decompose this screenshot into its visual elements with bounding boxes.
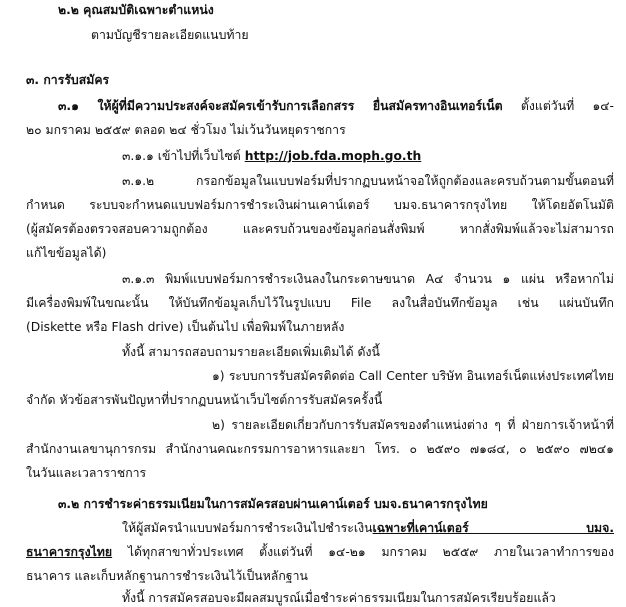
section-3-1-line2: ๒๐ มกราคม ๒๕๕๙ ตลอด ๒๔ ชั่วโมง ไม่เว้นวันหยุดราชการ — [26, 123, 346, 137]
section-3-2-line-2: ธนาคารกรุงไทย ได้ทุกสาขาทั่วประเทศ ตั้งแต่วันที่ ๑๔-๒๑ มกราคม ๒๕๕๙ ภายในเวลาทำการของ — [26, 545, 614, 559]
section-3-1-lead-rest: ตั้งแต่วันที่ ๑๔- — [502, 99, 614, 113]
contact-2-line-1: ๒) รายละเอียดเกี่ยวกับการรับสมัครของตำแหน่งต่าง ๆ ที่ ฝ่ายการเจ้าหน้าที่ — [212, 418, 614, 432]
section-3-heading: ๓. การรับสมัคร — [26, 73, 110, 87]
item-3-1-2-line-2: กำหนด ระบบจะกำหนดแบบฟอร์มการชำระเงินผ่านเคาน์เตอร์ บมจ.ธนาคารกรุงไทย ให้โดยอัตโนมัติ — [26, 198, 614, 212]
contact-2-line-3: ในวันและเวลาราชการ — [26, 466, 147, 480]
contact-1-line-2: จำกัด หัวข้อสารพันปัญหาที่ปรากฏบนหน้าเว็บไซต์การรับสมัครครั้งนี้ — [26, 393, 383, 407]
item-3-1-3-line-1: ๓.๑.๓ พิมพ์แบบฟอร์มการชำระเงินลงในกระดาษขนาด A๔ จำนวน ๑ แผ่น หรือหากไม่ — [122, 272, 614, 286]
item-3-1-2-line-3: (ผู้สมัครต้องตรวจสอบความถูกต้อง และครบถ้วนของข้อมูลก่อนสั่งพิมพ์ หากสั่งพิมพ์แล้วจะไม่สามารถ — [26, 222, 614, 236]
item-3-1-2-line-4: แก้ไขข้อมูลได้) — [26, 246, 107, 260]
item-3-1-1 — [122, 148, 421, 165]
section-3-2-emphasis-2: ธนาคารกรุงไทย — [26, 545, 113, 559]
item-3-1-3-line-3: (Diskette หรือ Flash drive) เป็นต้นไป เพื่อพิมพ์ในภายหลัง — [26, 320, 345, 334]
contact-1-line-1: ๑) ระบบการรับสมัครติดต่อ Call Center บริษัท อินเทอร์เน็ตแห่งประเทศไทย — [212, 369, 614, 383]
section-3-2-line-3: ธนาคาร และเก็บหลักฐานการชำระเงินไว้เป็นหลักฐาน — [26, 569, 308, 583]
section-3-2-line-4: ทั้งนี้ การสมัครสอบจะมีผลสมบูรณ์เมื่อชำระค่าธรรมเนียมในการสมัครเรียบร้อยแล้ว — [122, 591, 556, 605]
item-3-1-3-line-2: มีเครื่องพิมพ์ในขณะนั้น ให้บันทึกข้อมูลเก็บไว้ในรูปแบบ File ลงในสื่อบันทึกข้อมูล เช่น แผ่นบันทึก — [26, 296, 614, 310]
item-3-1-2-line-1: ๓.๑.๒ กรอกข้อมูลในแบบฟอร์มที่ปรากฏบนหน้าจอให้ถูกต้องและครบถ้วนตามขั้นตอนที่ — [122, 174, 614, 188]
contact-note: ทั้งนี้ สามารถสอบถามรายละเอียดเพิ่มเติมได้ ดังนี้ — [122, 345, 380, 359]
section-3-1-lead-bold: ๓.๑ ให้ผู้ที่มีความประสงค์จะสมัครเข้ารับการเลือกสรร ยื่นสมัครทางอินเทอร์เน็ต — [58, 99, 503, 113]
section-3-2-line-1: ให้ผู้สมัครนำแบบฟอร์มการชำระเงินไปชำระเงินเฉพาะที่เคาน์เตอร์ บมจ. — [122, 521, 614, 535]
section-3-1-lead — [26, 98, 614, 115]
item-3-1-1-prefix: ๓.๑.๑ เข้าไปที่เว็บไซต์ — [122, 149, 245, 163]
section-2-2-heading: ๒.๒ คุณสมบัติเฉพาะตำแหน่ง — [58, 3, 214, 17]
section-2-2-text: ตามบัญชีรายละเอียดแนบท้าย — [91, 28, 249, 42]
section-3-2-emphasis-1: เฉพาะที่เคาน์เตอร์ บมจ. — [372, 521, 614, 535]
section-3-2-heading: ๓.๒ การชำระค่าธรรมเนียมในการสมัครสอบผ่านเคาน์เตอร์ บมจ.ธนาคารกรุงไทย — [58, 497, 488, 511]
application-website-link[interactable]: http://job.fda.moph.go.th — [244, 149, 422, 163]
contact-2-line-2: สำนักงานเลขานุการกรม สำนักงานคณะกรรมการอาหารและยา โทร. ๐ ๒๕๙๐ ๗๑๘๔, ๐ ๒๕๙๐ ๗๒๔๑ — [26, 442, 614, 456]
